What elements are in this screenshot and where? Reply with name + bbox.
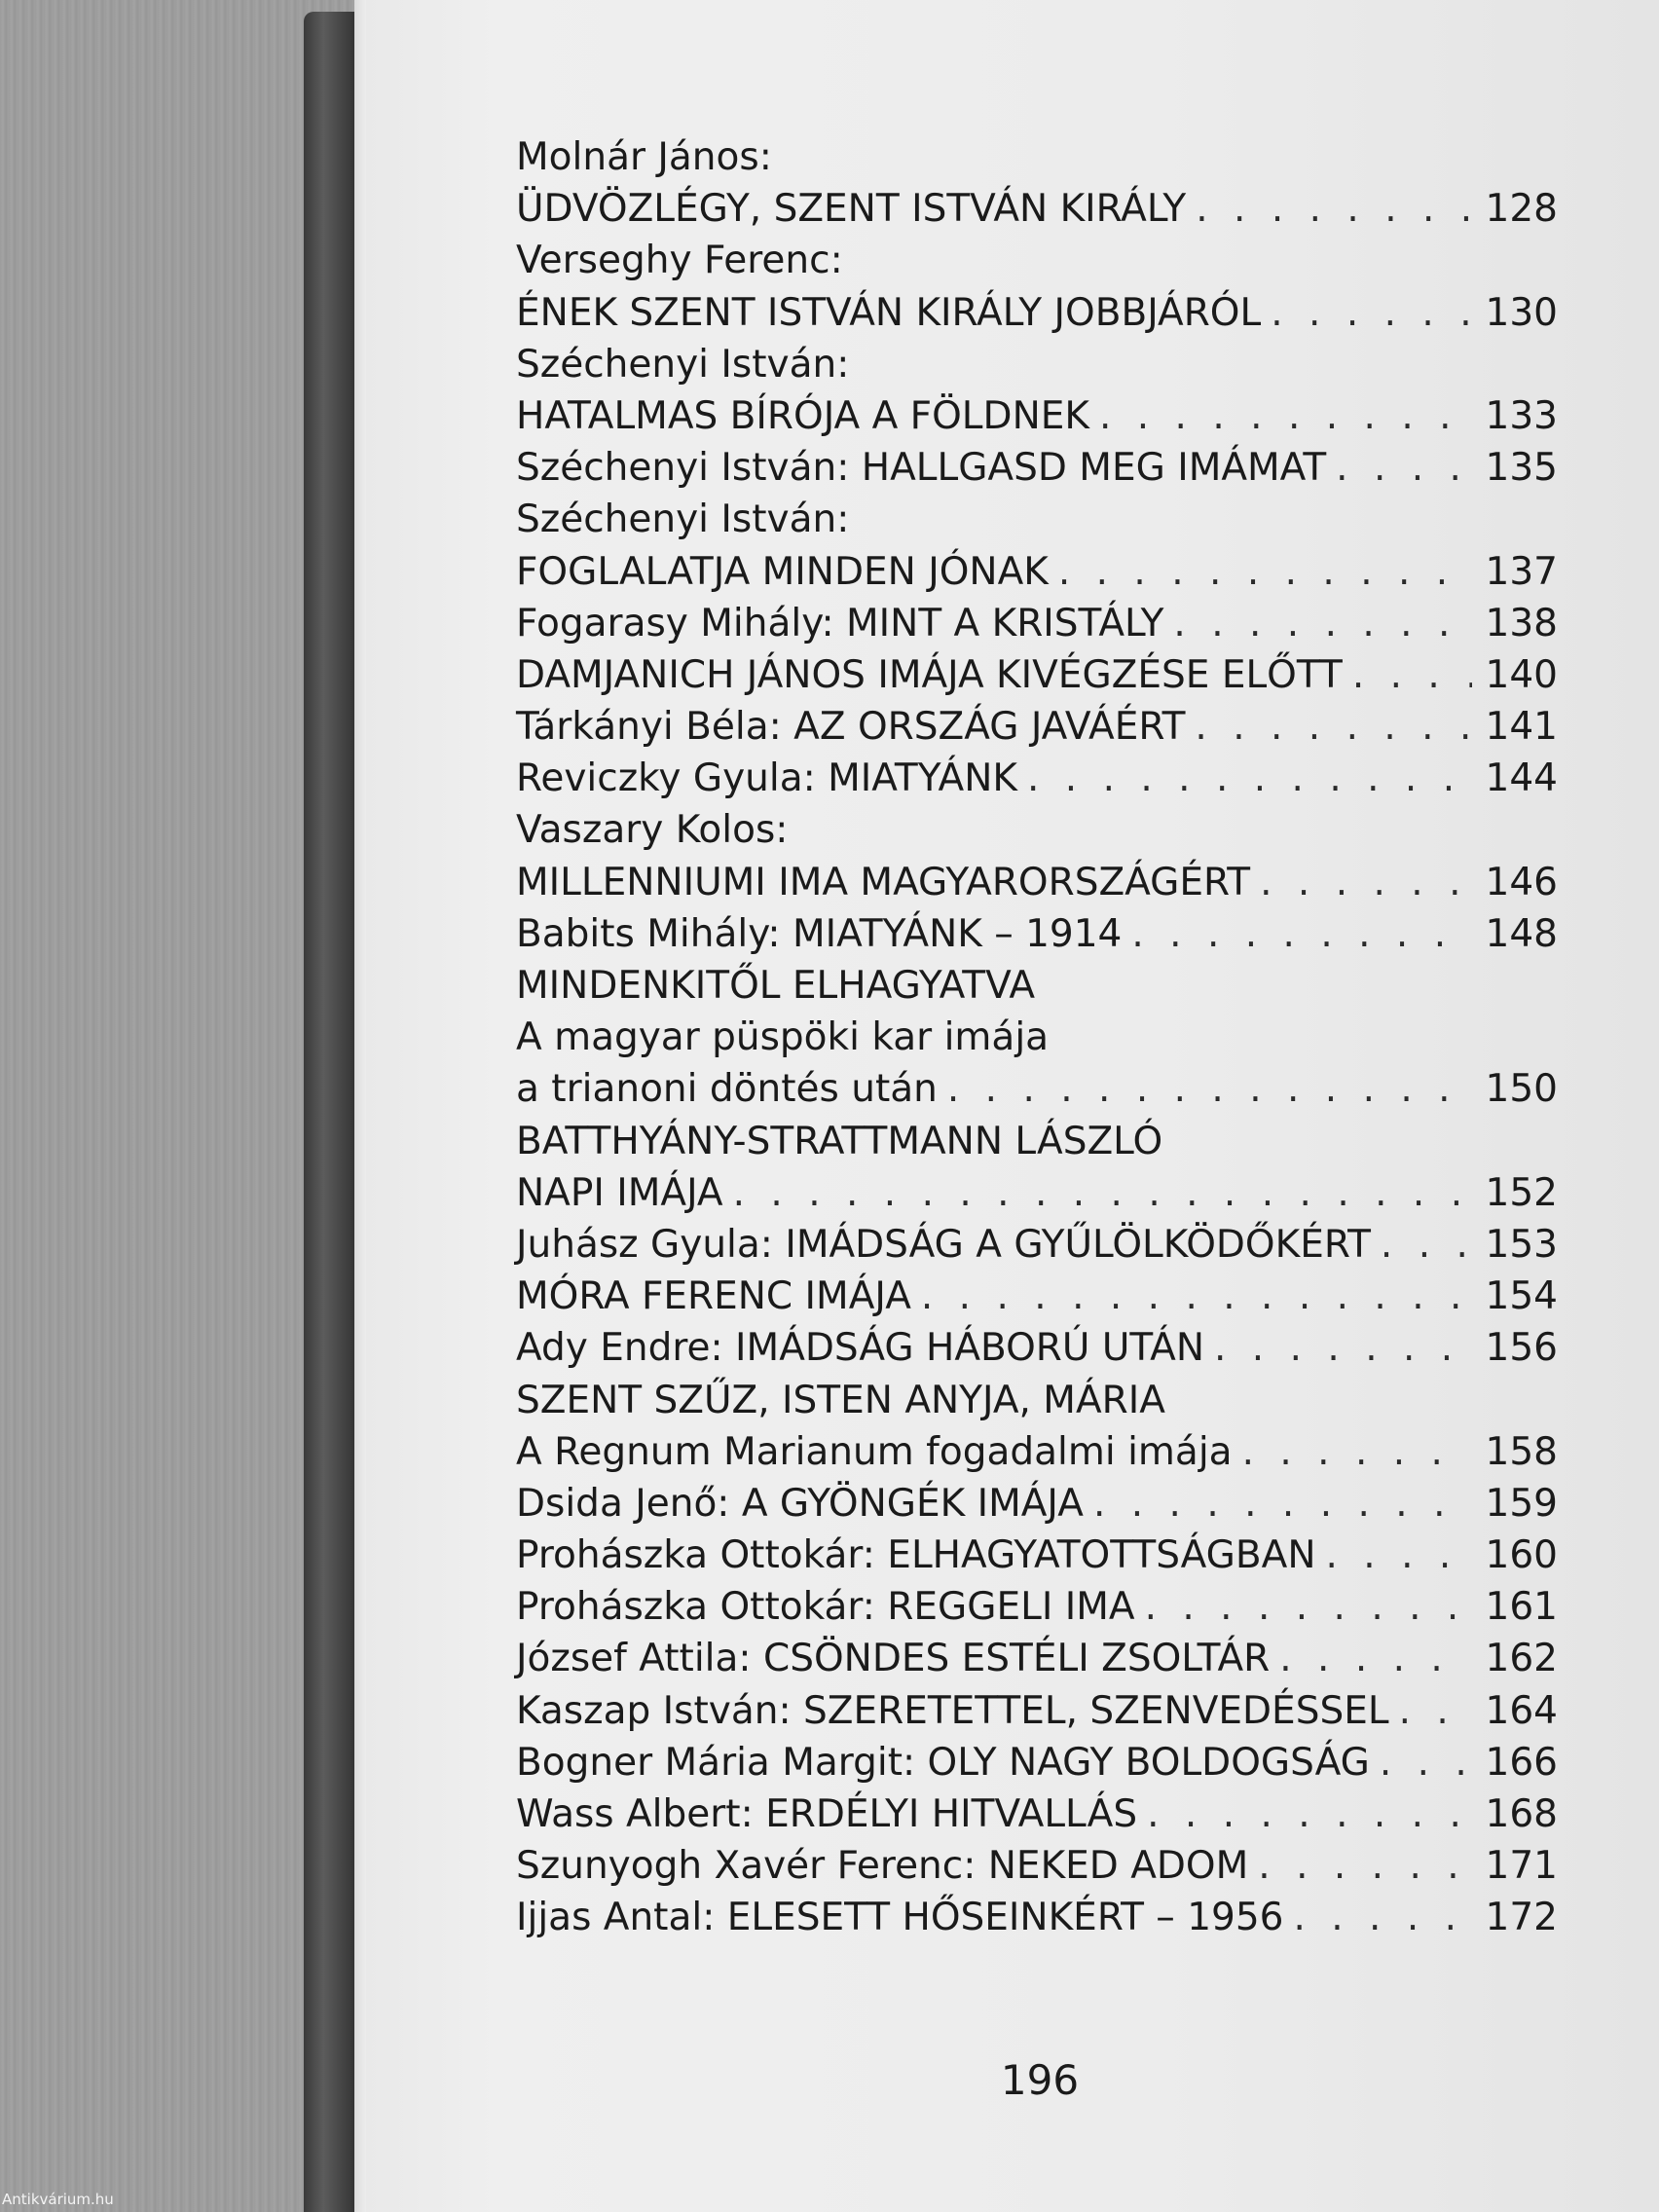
toc-page-ref: 161	[1485, 1585, 1558, 1630]
toc-entry-text: a trianoni döntés után	[516, 1067, 938, 1112]
toc-line	[516, 1116, 1558, 1167]
toc-entry-text: Dsida Jenő: A GYÖNGÉK IMÁJA	[516, 1481, 1084, 1526]
toc-line	[516, 494, 1558, 545]
toc-page-ref: 146	[1485, 860, 1558, 904]
toc-line	[516, 908, 1558, 960]
toc-line	[516, 1530, 1558, 1581]
dot-leader	[1093, 1478, 1472, 1530]
toc-line	[516, 960, 1558, 1012]
toc-line	[516, 390, 1558, 442]
toc-entry-text: Wass Albert: ERDÉLYI HITVALLÁS	[516, 1792, 1138, 1836]
toc-entry-text: Ady Endre: IMÁDSÁG HÁBORÚ UTÁN	[516, 1326, 1205, 1371]
toc-line	[516, 1219, 1558, 1271]
toc-line	[516, 701, 1558, 753]
dot-leader	[1260, 857, 1471, 908]
dot-leader	[1380, 1737, 1472, 1788]
toc-page-ref: 171	[1485, 1844, 1558, 1889]
toc-entry-text: MÓRA FERENC IMÁJA	[516, 1274, 911, 1319]
toc-page-ref: 133	[1485, 393, 1558, 438]
dot-leader	[1258, 1840, 1471, 1892]
dot-leader	[1147, 1788, 1471, 1840]
toc-page-ref: 154	[1485, 1274, 1558, 1319]
dot-leader	[1058, 546, 1472, 598]
toc-entry-text: József Attila: CSÖNDES ESTÉLI ZSOLTÁR	[516, 1637, 1271, 1681]
watermark: Antikvárium.hu	[2, 2191, 114, 2208]
dot-leader	[1326, 1530, 1472, 1581]
toc-line	[516, 1581, 1558, 1633]
dot-leader	[921, 1271, 1472, 1322]
toc-line	[516, 1167, 1558, 1219]
toc-page-ref: 130	[1485, 290, 1558, 335]
dot-leader	[1131, 908, 1471, 960]
dot-leader	[1214, 1322, 1472, 1374]
toc-entry-text: A Regnum Marianum fogadalmi imája	[516, 1429, 1233, 1474]
dot-leader	[947, 1063, 1472, 1115]
toc-page-ref: 168	[1485, 1792, 1558, 1836]
toc-entry-text: ÜDVÖZLÉGY, SZENT ISTVÁN KIRÁLY	[516, 187, 1187, 232]
toc-page-ref: 166	[1485, 1740, 1558, 1785]
toc-entry-text: ÉNEK SZENT ISTVÁN KIRÁLY JOBBJÁRÓL	[516, 290, 1262, 335]
book-spine	[304, 12, 360, 2212]
toc-page-ref: 164	[1485, 1688, 1558, 1733]
toc-line	[516, 1063, 1558, 1115]
toc-entry-text: Juhász Gyula: IMÁDSÁG A GYŰLÖLKÖDŐKÉRT	[516, 1222, 1371, 1267]
toc-line	[516, 1840, 1558, 1892]
toc-entry-text: MILLENNIUMI IMA MAGYARORSZÁGÉRT	[516, 860, 1251, 904]
dot-leader	[1099, 390, 1472, 442]
dot-leader	[1145, 1581, 1472, 1633]
toc-entry-text: Fogarasy Mihály: MINT A KRISTÁLY	[516, 601, 1164, 645]
toc-entry-text: Széchenyi István:	[516, 498, 850, 542]
toc-page-ref: 156	[1485, 1326, 1558, 1371]
toc-page-ref: 152	[1485, 1170, 1558, 1215]
toc-line	[516, 131, 1558, 183]
toc-entry-text: Ijjas Antal: ELESETT HŐSEINKÉRT – 1956	[516, 1896, 1284, 1940]
toc-entry-text: A magyar püspöki kar imája	[516, 1015, 1050, 1060]
toc-line	[516, 1788, 1558, 1840]
toc-line	[516, 753, 1558, 804]
toc-entry-text: Reviczky Gyula: MIATYÁNK	[516, 756, 1017, 801]
toc-line	[516, 804, 1558, 856]
toc-line	[516, 1322, 1558, 1374]
dot-leader	[733, 1167, 1472, 1219]
toc-entry-text: Szunyogh Xavér Ferenc: NEKED ADOM	[516, 1844, 1249, 1889]
dot-leader	[1027, 753, 1472, 804]
toc-line	[516, 1892, 1558, 1943]
dot-leader	[1399, 1685, 1472, 1737]
toc-page-ref: 141	[1485, 705, 1558, 750]
toc-line	[516, 1685, 1558, 1737]
dot-leader	[1196, 183, 1471, 235]
toc-line	[516, 857, 1558, 908]
toc-page-ref: 160	[1485, 1533, 1558, 1578]
toc-page-ref: 172	[1485, 1896, 1558, 1940]
toc-line	[516, 1271, 1558, 1322]
dot-leader	[1381, 1219, 1472, 1271]
toc-page-ref: 148	[1485, 911, 1558, 956]
toc-page-ref: 158	[1485, 1429, 1558, 1474]
dot-leader	[1271, 287, 1471, 339]
toc-entry-text: HATALMAS BÍRÓJA A FÖLDNEK	[516, 393, 1089, 438]
toc-page-ref: 162	[1485, 1637, 1558, 1681]
toc-line	[516, 183, 1558, 235]
toc-page-ref: 140	[1485, 652, 1558, 697]
toc-entry-text: BATTHYÁNY-STRATTMANN LÁSZLÓ	[516, 1119, 1163, 1163]
toc-entry-text: Prohászka Ottokár: REGGELI IMA	[516, 1585, 1135, 1630]
toc-entry-text: NAPI IMÁJA	[516, 1170, 723, 1215]
toc-page-ref: 159	[1485, 1481, 1558, 1526]
toc-entry-text: Tárkányi Béla: AZ ORSZÁG JAVÁÉRT	[516, 705, 1186, 750]
toc-line	[516, 1633, 1558, 1684]
dot-leader	[1242, 1426, 1472, 1478]
toc-line	[516, 339, 1558, 390]
toc-page-ref: 144	[1485, 756, 1558, 801]
toc-entry-text: Kaszap István: SZERETETTEL, SZENVEDÉSSEL	[516, 1688, 1389, 1733]
toc-entry-text: Bogner Mária Margit: OLY NAGY BOLDOGSÁG	[516, 1740, 1370, 1785]
dot-leader	[1336, 442, 1471, 494]
toc-entry-text: Babits Mihály: MIATYÁNK – 1914	[516, 911, 1123, 956]
toc-entry-text: Széchenyi István: HALLGASD MEG IMÁMAT	[516, 446, 1327, 491]
toc-page-ref: 138	[1485, 601, 1558, 645]
toc-line	[516, 1426, 1558, 1478]
toc-entry-text: Vaszary Kolos:	[516, 808, 789, 853]
toc-entry-text: Verseghy Ferenc:	[516, 239, 843, 283]
toc-line	[516, 1012, 1558, 1063]
toc-page-ref: 153	[1485, 1222, 1558, 1267]
dot-leader	[1279, 1633, 1471, 1684]
toc-entry-text: Molnár János:	[516, 135, 772, 179]
toc-line	[516, 1737, 1558, 1788]
toc-entry-text: MINDENKITŐL ELHAGYATVA	[516, 964, 1035, 1008]
dot-leader	[1173, 598, 1471, 649]
toc-entry-text: FOGLALATJA MINDEN JÓNAK	[516, 549, 1049, 594]
toc-line	[516, 442, 1558, 494]
toc-line	[516, 598, 1558, 649]
toc-line	[516, 235, 1558, 286]
toc-line	[516, 546, 1558, 598]
toc-line	[516, 287, 1558, 339]
toc-page-ref: 135	[1485, 446, 1558, 491]
toc-line	[516, 649, 1558, 701]
dot-leader	[1293, 1892, 1471, 1943]
toc-page-ref: 137	[1485, 549, 1558, 594]
toc-entry-text: DAMJANICH JÁNOS IMÁJA KIVÉGZÉSE ELŐTT	[516, 652, 1343, 697]
toc-entry-text: Széchenyi István:	[516, 342, 850, 387]
dot-leader	[1352, 649, 1472, 701]
toc-entry-text: Prohászka Ottokár: ELHAGYATOTTSÁGBAN	[516, 1533, 1316, 1578]
toc-entry-text: SZENT SZŰZ, ISTEN ANYJA, MÁRIA	[516, 1378, 1165, 1422]
toc-line	[516, 1478, 1558, 1530]
toc-page-ref: 128	[1485, 187, 1558, 232]
toc-page-ref: 150	[1485, 1067, 1558, 1112]
page-number: 196	[1000, 2056, 1080, 2104]
table-of-contents	[516, 131, 1558, 1944]
dot-leader	[1195, 701, 1471, 753]
toc-line	[516, 1375, 1558, 1426]
